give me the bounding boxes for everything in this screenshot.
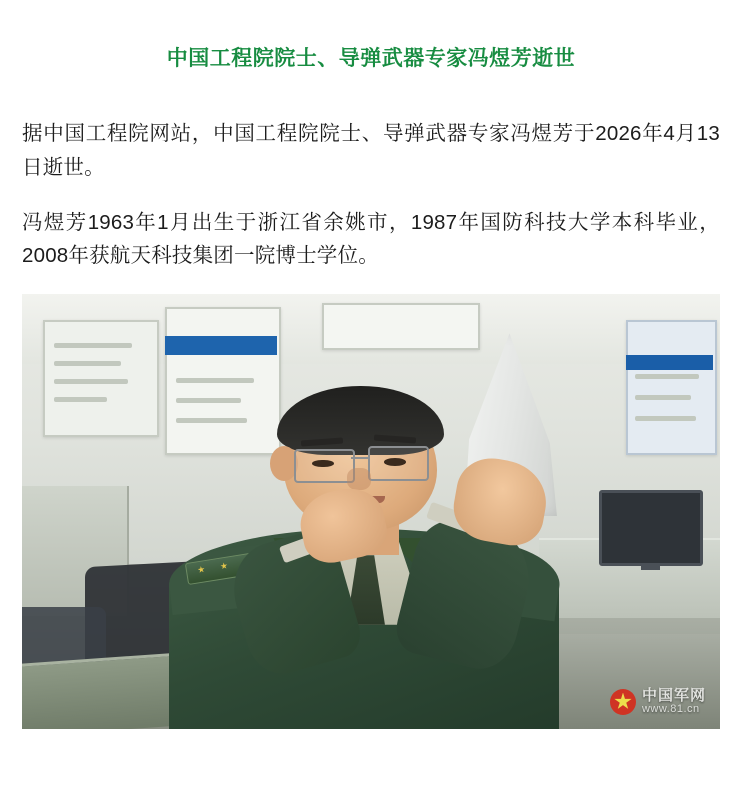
- photo-image: [22, 294, 720, 729]
- watermark: [610, 688, 706, 715]
- watermark-text: [642, 688, 706, 715]
- article-figure: [22, 294, 720, 729]
- rank-star-icon: [197, 566, 205, 574]
- article-body: [0, 117, 742, 272]
- watermark-url: www.81.cn: [641, 702, 700, 715]
- eyeglasses-bridge: [351, 457, 368, 459]
- eye-right: [384, 458, 406, 466]
- person-figure: [22, 294, 720, 729]
- article-paragraph: 据中国工程院网站，中国工程院院士、导弹武器专家冯煜芳于2026年4月13日逝世。: [22, 122, 720, 179]
- page-title: 中国工程院院士、导弹武器专家冯煜芳逝世: [166, 47, 576, 70]
- red-star-icon: [610, 689, 636, 715]
- article-paragraph: 冯煜芳1963年1月出生于浙江省余姚市，1987年国防科技大学本科毕业，2008年获航天科技集团一院博士学位。: [22, 210, 720, 267]
- watermark-brand: 中国军网: [641, 686, 706, 704]
- rank-star-icon: [220, 562, 228, 570]
- nose: [347, 468, 371, 490]
